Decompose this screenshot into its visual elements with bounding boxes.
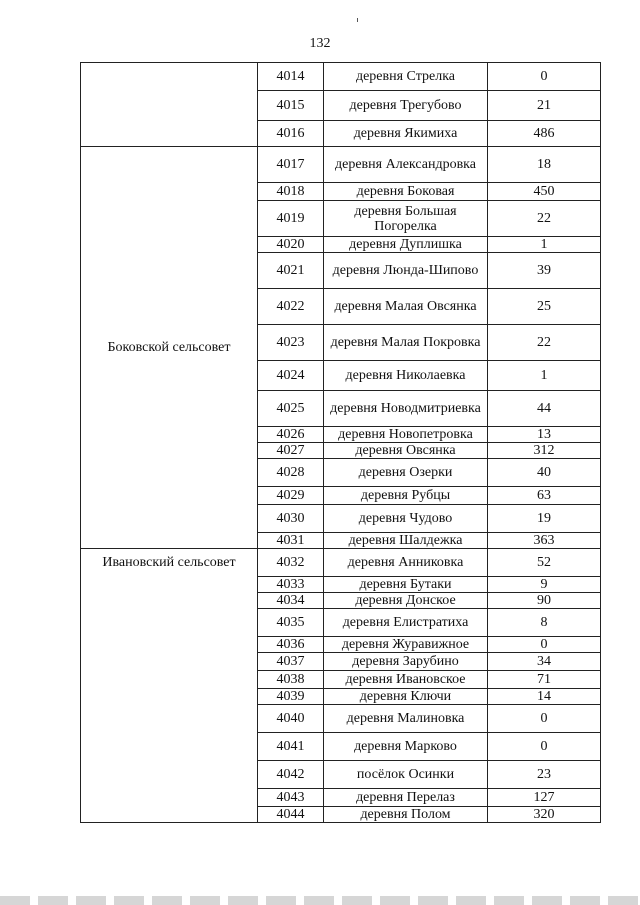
population-cell: 23 (488, 761, 601, 789)
population-cell: 19 (488, 505, 601, 533)
settlement-code-cell: 4033 (258, 577, 324, 593)
settlement-code-cell: 4039 (258, 689, 324, 705)
settlement-name-cell: деревня Полом (324, 807, 488, 823)
population-cell: 40 (488, 459, 601, 487)
population-cell: 21 (488, 91, 601, 121)
table-row (81, 549, 601, 577)
population-cell: 320 (488, 807, 601, 823)
settlement-name-cell: деревня Якимиха (324, 121, 488, 147)
population-cell: 13 (488, 427, 601, 443)
population-cell: 450 (488, 183, 601, 201)
population-cell: 8 (488, 609, 601, 637)
population-cell: 22 (488, 325, 601, 361)
population-cell: 14 (488, 689, 601, 705)
settlement-code-cell: 4030 (258, 505, 324, 533)
settlement-code-cell: 4041 (258, 733, 324, 761)
population-cell: 34 (488, 653, 601, 671)
population-cell: 127 (488, 789, 601, 807)
settlement-name-cell: деревня Малая Покровка (324, 325, 488, 361)
population-cell: 312 (488, 443, 601, 459)
settlement-name-cell: деревня Ключи (324, 689, 488, 705)
settlement-name-cell: деревня Стрелка (324, 63, 488, 91)
settlement-code-cell: 4029 (258, 487, 324, 505)
population-cell: 25 (488, 289, 601, 325)
settlement-name-cell: деревня Александровка (324, 147, 488, 183)
settlement-code-cell: 4043 (258, 789, 324, 807)
settlement-code-cell: 4044 (258, 807, 324, 823)
settlement-code-cell: 4014 (258, 63, 324, 91)
settlement-name-cell: деревня Перелаз (324, 789, 488, 807)
settlement-name-cell: деревня Анниковка (324, 549, 488, 577)
settlement-name-cell: деревня Малая Овсянка (324, 289, 488, 325)
settlement-code-cell: 4015 (258, 91, 324, 121)
population-cell: 44 (488, 391, 601, 427)
settlements-table-body (81, 63, 601, 823)
settlement-name-cell: деревня Дуплишка (324, 237, 488, 253)
settlement-code-cell: 4034 (258, 593, 324, 609)
scan-speck (357, 18, 358, 22)
population-cell: 363 (488, 533, 601, 549)
settlement-name-cell: посёлок Осинки (324, 761, 488, 789)
settlement-code-cell: 4018 (258, 183, 324, 201)
settlement-name-cell: деревня Люнда-Шипово (324, 253, 488, 289)
cut-off-footer-line (0, 896, 640, 905)
population-cell: 90 (488, 593, 601, 609)
page-number: 132 (309, 36, 331, 51)
settlement-name-cell: деревня Елистратиха (324, 609, 488, 637)
population-cell: 18 (488, 147, 601, 183)
settlement-code-cell: 4038 (258, 671, 324, 689)
settlement-name-cell: деревня Большая Погорелка (324, 201, 488, 237)
settlement-name-cell: деревня Трегубово (324, 91, 488, 121)
population-cell: 71 (488, 671, 601, 689)
settlement-code-cell: 4031 (258, 533, 324, 549)
settlement-code-cell: 4042 (258, 761, 324, 789)
population-cell: 0 (488, 63, 601, 91)
population-cell: 0 (488, 733, 601, 761)
district-cell: Ивановский сельсовет (81, 549, 258, 823)
settlement-name-cell: деревня Овсянка (324, 443, 488, 459)
settlement-code-cell: 4024 (258, 361, 324, 391)
settlement-name-cell: деревня Новодмитриевка (324, 391, 488, 427)
settlement-name-cell: деревня Новопетровка (324, 427, 488, 443)
settlement-name-cell: деревня Журавижное (324, 637, 488, 653)
population-cell: 63 (488, 487, 601, 505)
settlement-name-cell: деревня Зарубино (324, 653, 488, 671)
settlement-name-cell: деревня Донское (324, 593, 488, 609)
settlement-code-cell: 4020 (258, 237, 324, 253)
population-cell: 486 (488, 121, 601, 147)
settlement-name-cell: деревня Ивановское (324, 671, 488, 689)
settlement-code-cell: 4027 (258, 443, 324, 459)
settlement-name-cell: деревня Бутаки (324, 577, 488, 593)
population-cell: 1 (488, 361, 601, 391)
settlement-code-cell: 4022 (258, 289, 324, 325)
settlement-name-cell: деревня Рубцы (324, 487, 488, 505)
settlement-code-cell: 4023 (258, 325, 324, 361)
settlement-code-cell: 4028 (258, 459, 324, 487)
settlement-code-cell: 4021 (258, 253, 324, 289)
population-cell: 9 (488, 577, 601, 593)
table-row (81, 63, 601, 91)
settlement-code-cell: 4037 (258, 653, 324, 671)
settlement-name-cell: деревня Малиновка (324, 705, 488, 733)
settlement-code-cell: 4025 (258, 391, 324, 427)
table-row (81, 147, 601, 183)
settlement-code-cell: 4016 (258, 121, 324, 147)
district-cell (81, 63, 258, 147)
population-cell: 1 (488, 237, 601, 253)
district-cell: Боковской сельсовет (81, 147, 258, 549)
settlement-code-cell: 4036 (258, 637, 324, 653)
settlement-code-cell: 4035 (258, 609, 324, 637)
settlement-name-cell: деревня Чудово (324, 505, 488, 533)
population-cell: 39 (488, 253, 601, 289)
settlement-name-cell: деревня Марково (324, 733, 488, 761)
population-cell: 22 (488, 201, 601, 237)
settlement-code-cell: 4032 (258, 549, 324, 577)
population-cell: 0 (488, 705, 601, 733)
population-cell: 52 (488, 549, 601, 577)
population-cell: 0 (488, 637, 601, 653)
settlement-name-cell: деревня Озерки (324, 459, 488, 487)
settlement-code-cell: 4026 (258, 427, 324, 443)
settlement-name-cell: деревня Шалдежка (324, 533, 488, 549)
settlement-name-cell: деревня Николаевка (324, 361, 488, 391)
settlement-code-cell: 4040 (258, 705, 324, 733)
settlement-code-cell: 4019 (258, 201, 324, 237)
settlements-table (80, 62, 601, 823)
settlement-name-cell: деревня Боковая (324, 183, 488, 201)
settlement-code-cell: 4017 (258, 147, 324, 183)
